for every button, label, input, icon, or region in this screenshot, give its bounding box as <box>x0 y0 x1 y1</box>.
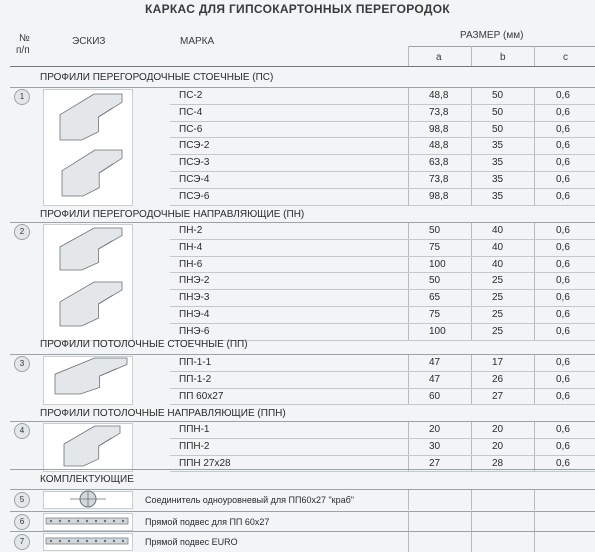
cell-b: 20 <box>492 424 504 435</box>
cell-a: 47 <box>429 357 441 368</box>
cell-c: 0,6 <box>556 390 570 402</box>
cell-b: 35 <box>492 140 504 152</box>
euro-hanger-sketch-hole <box>68 540 70 542</box>
direct-hanger-sketch-hole <box>77 520 79 522</box>
accessories-title: КОМПЛЕКТУЮЩИЕ <box>40 474 134 485</box>
cell-a: 47 <box>429 373 441 385</box>
cell-mark: ППН 27х28 <box>179 457 231 469</box>
cell-c: 0,6 <box>556 457 570 469</box>
euro-hanger-sketch-hole <box>122 540 124 542</box>
cell-c: 0,6 <box>556 258 570 270</box>
cell-b: 20 <box>492 440 504 452</box>
cell-mark: ППН-2 <box>179 440 210 452</box>
row-number-badge: 4 <box>14 423 30 439</box>
section-title: ПРОФИЛИ ПЕРЕГОРОДОЧНЫЕ НАПРАВЛЯЮЩИЕ (ПН) <box>40 209 305 220</box>
cell-a: 75 <box>429 309 441 320</box>
row-number-badge: 5 <box>14 492 30 508</box>
header-size: РАЗМЕР (мм) <box>460 30 524 41</box>
cell-b: 35 <box>492 190 504 202</box>
cell-a: 63,8 <box>429 157 449 169</box>
cell-c: 0,6 <box>556 140 570 152</box>
cell-b: 40 <box>492 225 504 236</box>
row-number-badge: 7 <box>14 534 30 550</box>
cell-a: 100 <box>429 325 446 337</box>
ceiling-profile-sketch <box>55 358 127 394</box>
cell-a: 98,8 <box>429 190 449 202</box>
cell-mark: ПП-1-1 <box>179 357 212 368</box>
cell-a: 75 <box>429 241 441 253</box>
cell-b: 27 <box>492 390 504 402</box>
cell-mark: ПН-6 <box>179 258 203 270</box>
cell-a: 48,8 <box>429 140 449 152</box>
cell-b: 40 <box>492 241 504 253</box>
section-title: ПРОФИЛИ ПЕРЕГОРОДОЧНЫЕ СТОЕЧНЫЕ (ПС) <box>40 72 274 83</box>
euro-hanger-sketch-hole <box>104 540 106 542</box>
cell-b: 17 <box>492 357 504 368</box>
track-profile-sketch <box>60 282 122 326</box>
cell-c: 0,6 <box>556 123 570 135</box>
header-mark: МАРКА <box>180 36 215 47</box>
euro-hanger-sketch-hole <box>50 540 52 542</box>
euro-hanger-sketch-hole <box>86 540 88 542</box>
cell-c: 0,6 <box>556 157 570 169</box>
direct-hanger-sketch-hole <box>68 520 70 522</box>
cell-mark: ПСЭ-6 <box>179 190 210 202</box>
cell-a: 20 <box>429 424 441 435</box>
cell-c: 0,6 <box>556 373 570 385</box>
header-sketch: ЭСКИЗ <box>72 36 106 47</box>
cell-c: 0,6 <box>556 225 570 236</box>
cell-mark: ПС-4 <box>179 106 203 118</box>
cell-a: 65 <box>429 292 441 304</box>
cell-c: 0,6 <box>556 292 570 304</box>
cell-a: 50 <box>429 275 441 287</box>
cell-c: 0,6 <box>556 275 570 287</box>
page-title: КАРКАС ДЛЯ ГИПСОКАРТОННЫХ ПЕРЕГОРОДОК <box>145 2 450 16</box>
crab-connector-arms <box>70 491 106 507</box>
stud-profile-sketch <box>60 94 122 140</box>
cell-a: 30 <box>429 440 441 452</box>
cell-b: 40 <box>492 258 504 270</box>
cell-c: 0,6 <box>556 309 570 320</box>
cell-a: 73,8 <box>429 174 449 185</box>
cell-mark: ПС-6 <box>179 123 203 135</box>
accessory-label: Прямой подвес EURO <box>145 537 238 547</box>
cell-c: 0,6 <box>556 106 570 118</box>
direct-hanger-sketch-hole <box>59 520 61 522</box>
cell-b: 25 <box>492 292 504 304</box>
cell-a: 48,8 <box>429 90 449 101</box>
cell-mark: ПСЭ-3 <box>179 157 210 169</box>
cell-c: 0,6 <box>556 440 570 452</box>
cell-mark: ПНЭ-2 <box>179 275 210 287</box>
cell-c: 0,6 <box>556 190 570 202</box>
cell-mark: ПН-2 <box>179 225 203 236</box>
row-number-badge: 3 <box>14 356 30 372</box>
cell-c: 0,6 <box>556 424 570 435</box>
euro-hanger-sketch-hole <box>95 540 97 542</box>
cell-a: 100 <box>429 258 446 270</box>
cell-mark: ПНЭ-4 <box>179 309 210 320</box>
cell-b: 35 <box>492 157 504 169</box>
cell-mark: ПП 60х27 <box>179 390 224 402</box>
cell-mark: ПСЭ-2 <box>179 140 210 152</box>
cell-b: 25 <box>492 325 504 337</box>
accessory-label: Соединитель одноуровневый для ПП60х27 "краб" <box>145 495 354 505</box>
direct-hanger-sketch-hole <box>122 520 124 522</box>
ceiling-track-sketch <box>64 426 120 466</box>
cell-a: 98,8 <box>429 123 449 135</box>
direct-hanger-sketch-hole <box>113 520 115 522</box>
cell-c: 0,6 <box>556 357 570 368</box>
cell-c: 0,6 <box>556 325 570 337</box>
row-number-badge: 6 <box>14 514 30 530</box>
section-title: ПРОФИЛИ ПОТОЛОЧНЫЕ СТОЕЧНЫЕ (ПП) <box>40 339 248 350</box>
cell-a: 60 <box>429 390 441 402</box>
row-number-badge: 2 <box>14 224 30 240</box>
cell-b: 50 <box>492 123 504 135</box>
cell-a: 27 <box>429 457 441 469</box>
direct-hanger-sketch-hole <box>50 520 52 522</box>
header-b: b <box>500 52 506 63</box>
cell-mark: ПНЭ-3 <box>179 292 210 304</box>
row-number-badge: 1 <box>14 89 30 105</box>
cell-mark: ПП-1-2 <box>179 373 212 385</box>
cell-a: 50 <box>429 225 441 236</box>
euro-hanger-sketch-hole <box>59 540 61 542</box>
cell-b: 28 <box>492 457 504 469</box>
header-num: № <box>19 33 30 44</box>
direct-hanger-sketch-hole <box>86 520 88 522</box>
track-profile-sketch <box>60 228 122 270</box>
cell-b: 35 <box>492 174 504 185</box>
cell-mark: ПН-4 <box>179 241 203 253</box>
direct-hanger-sketch-hole <box>95 520 97 522</box>
cell-mark: ППН-1 <box>179 424 210 435</box>
cell-b: 25 <box>492 309 504 320</box>
cell-c: 0,6 <box>556 90 570 101</box>
cell-b: 25 <box>492 275 504 287</box>
cell-a: 73,8 <box>429 106 449 118</box>
cell-mark: ПСЭ-4 <box>179 174 210 185</box>
euro-hanger-sketch-hole <box>113 540 115 542</box>
accessory-label: Прямой подвес для ПП 60х27 <box>145 517 270 527</box>
stud-profile-sketch <box>62 150 122 196</box>
cell-b: 26 <box>492 373 504 385</box>
cell-c: 0,6 <box>556 174 570 185</box>
cell-b: 50 <box>492 90 504 101</box>
cell-mark: ПС-2 <box>179 90 203 101</box>
header-num-2: п/п <box>16 45 30 56</box>
section-title: ПРОФИЛИ ПОТОЛОЧНЫЕ НАПРАВЛЯЮЩИЕ (ППН) <box>40 408 286 419</box>
header-c: c <box>563 52 568 63</box>
direct-hanger-sketch-hole <box>104 520 106 522</box>
cell-c: 0,6 <box>556 241 570 253</box>
euro-hanger-sketch-hole <box>77 540 79 542</box>
cell-mark: ПНЭ-6 <box>179 325 210 337</box>
header-a: a <box>436 52 442 63</box>
cell-b: 50 <box>492 106 504 118</box>
